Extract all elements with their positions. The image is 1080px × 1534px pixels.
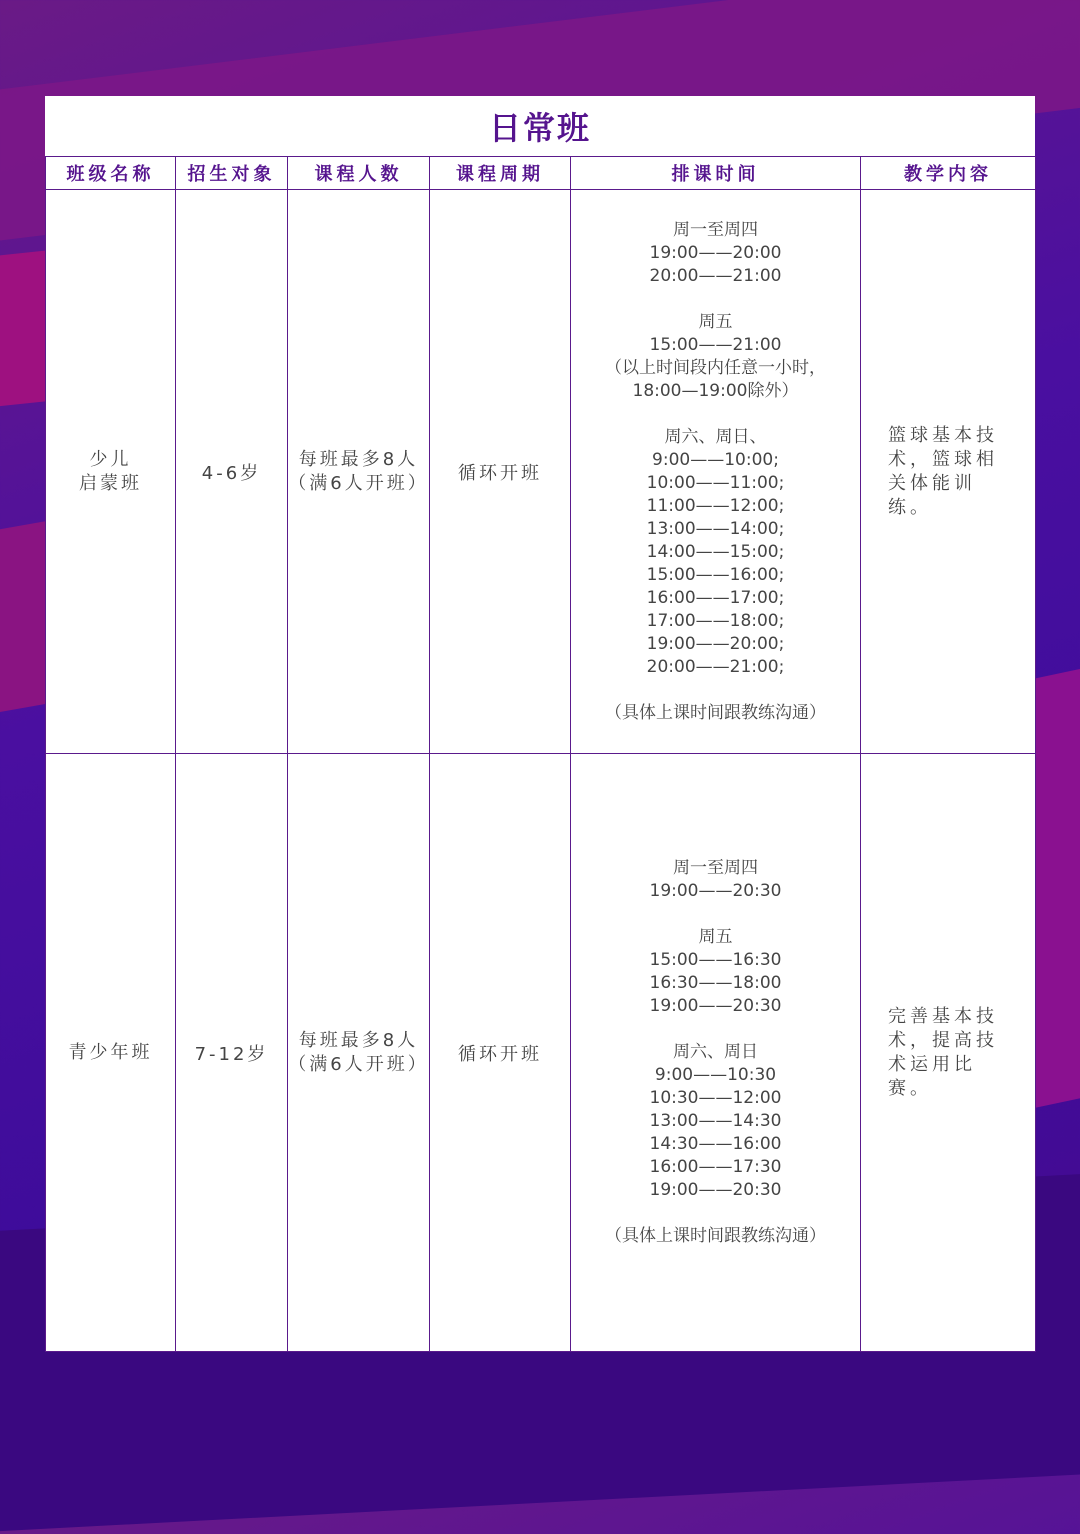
schedule-cell-line: 11:00——12:00; (646, 495, 785, 516)
header-size: 课程人数 (288, 157, 430, 190)
schedule-cell-line: 19:00——20:00 (649, 242, 782, 263)
schedule-cell-line: 14:00——15:00; (646, 541, 785, 562)
cycle-cell: 循环开班 (430, 190, 571, 754)
age-cell: 4-6岁 (176, 190, 288, 754)
schedule-cell-line: 19:00——20:30 (649, 996, 782, 1016)
header-content: 教学内容 (861, 157, 1036, 190)
header-class-name: 班级名称 (46, 157, 176, 190)
content-cell-line: 关体能训练。 (888, 472, 976, 518)
content-cell-line: 术运用比赛。 (888, 1053, 976, 1099)
header-target: 招生对象 (176, 157, 288, 190)
schedule-cell-line: 9:00——10:30 (654, 1065, 777, 1085)
schedule-cell-line (571, 1202, 860, 1225)
schedule-cell-line: 16:00——17:00; (646, 587, 785, 608)
schedule-cell (571, 754, 861, 1352)
size-cell-line: 每班最多8人 (298, 448, 419, 470)
schedule-cell-line: 20:00——21:00 (649, 265, 782, 286)
schedule-cell-line (571, 679, 860, 702)
content-cell-line: 完善基本技 (888, 1005, 998, 1027)
table-header-row (46, 157, 1036, 190)
size-cell-line: （满6人开班） (288, 472, 429, 494)
schedule-cell-line: 周五 (698, 311, 733, 332)
schedule-cell-line: 18:00—19:00除外） (632, 380, 799, 401)
schedule-cell-line (571, 288, 860, 311)
class-name-cell-line: 少儿 (89, 448, 132, 470)
schedule-cell (571, 190, 861, 754)
class-name-cell (46, 190, 176, 754)
schedule-cell-line: 15:00——21:00 (649, 334, 782, 355)
schedule-cell-line: （以上时间段内任意一小时， (605, 357, 826, 378)
schedule-cell-line: 10:00——11:00; (646, 472, 785, 493)
class-name-cell-line: 青少年班 (68, 1041, 153, 1063)
schedule-cell-line: 19:00——20:30 (649, 881, 782, 901)
header-cycle: 课程周期 (430, 157, 571, 190)
schedule-cell-line: 9:00——10:00; (652, 449, 779, 470)
schedule-cell-line: 19:00——20:00; (646, 633, 785, 654)
schedule-cell-line: 14:30——16:00 (649, 1134, 782, 1154)
schedule-card (45, 96, 1035, 1352)
schedule-cell-line: 20:00——21:00; (646, 656, 785, 677)
schedule-cell-line: 13:00——14:30 (649, 1111, 782, 1131)
schedule-cell-line: 16:30——18:00 (649, 973, 782, 993)
schedule-cell-line: 周一至周四 (673, 219, 758, 240)
schedule-cell-line: 15:00——16:00; (646, 564, 785, 585)
content-cell (861, 190, 1036, 754)
schedule-cell-line: 周六、周日 (673, 1042, 758, 1062)
schedule-cell-line: 13:00——14:00; (646, 518, 785, 539)
schedule-cell-line: （具体上课时间跟教练沟通） (605, 702, 826, 723)
size-cell-line: 每班最多8人 (298, 1029, 419, 1051)
age-cell: 7-12岁 (176, 754, 288, 1352)
content-cell-line: 术，篮球相 (888, 448, 998, 470)
table-row (46, 190, 1036, 754)
content-cell-line: 术，提高技 (888, 1029, 998, 1051)
schedule-cell-line (571, 1018, 860, 1041)
schedule-cell-line: （具体上课时间跟教练沟通） (605, 1226, 826, 1246)
size-cell (288, 190, 430, 754)
schedule-cell-line: 19:00——20:30 (649, 1180, 782, 1200)
schedule-cell-line (571, 903, 860, 926)
schedule-cell-line: 16:00——17:30 (649, 1157, 782, 1177)
content-cell (861, 754, 1036, 1352)
schedule-cell-line (571, 403, 860, 426)
schedule-cell-line: 15:00——16:30 (649, 950, 782, 970)
content-cell-line: 篮球基本技 (888, 424, 998, 446)
schedule-cell-line: 周一至周四 (673, 858, 758, 878)
class-table (45, 156, 1036, 1352)
schedule-cell-line: 周六、周日、 (664, 426, 767, 447)
size-cell (288, 754, 430, 1352)
class-name-cell-line: 启蒙班 (79, 472, 142, 494)
schedule-cell-line: 17:00——18:00; (646, 610, 785, 631)
size-cell-line: （满6人开班） (288, 1053, 429, 1075)
class-name-cell (46, 754, 176, 1352)
header-schedule: 排课时间 (571, 157, 861, 190)
table-row (46, 754, 1036, 1352)
page-title: 日常班 (488, 109, 591, 147)
schedule-cell-line: 10:30——12:00 (649, 1088, 782, 1108)
cycle-cell: 循环开班 (430, 754, 571, 1352)
schedule-cell-line: 周五 (698, 927, 733, 947)
